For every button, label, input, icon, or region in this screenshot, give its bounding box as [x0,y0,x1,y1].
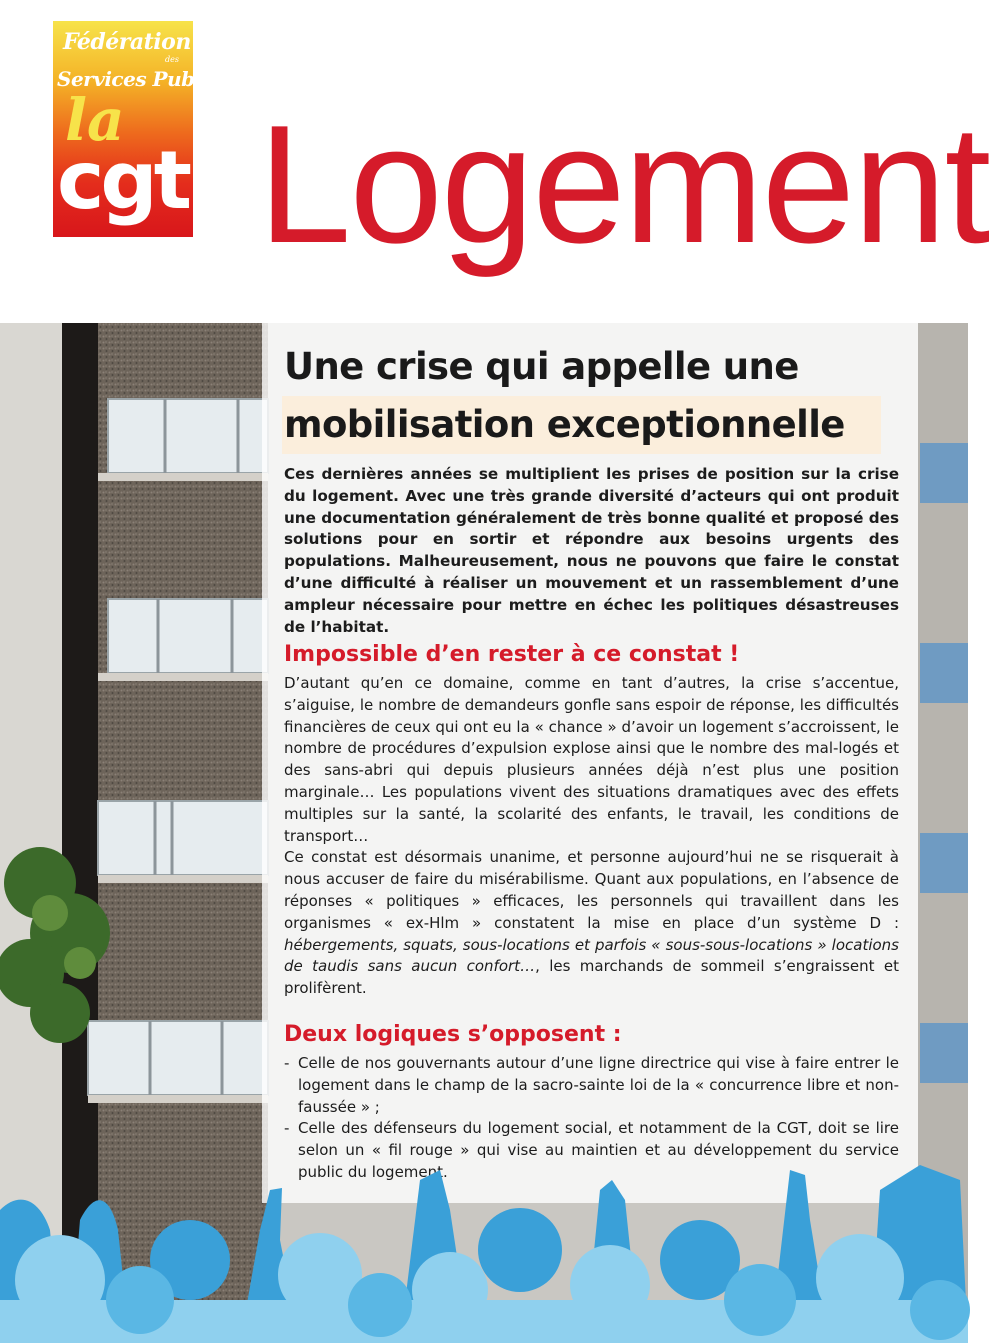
cgt-logo [53,21,232,237]
logo-federation: Fédération [63,29,191,55]
section1-paragraph1: D’autant qu’en ce domaine, comme en tant d’autres, la crise s’accentue, s’aiguise, le nombre de demandeurs gonfle sans espoir de réponse, les difficultés financières de ceux qui ont eu la « chance » d’avoir un logement s’accroissent, le nombre de procédures d’expulsion explose ainsi que le nombre des mal-logés et des sans-abri qui depuis plusieurs années déjà n’est plus une position marginale… Les populations vivent des situations dramatiques avec des effets multiples sur la santé, la scolarité des enfants, le travail, les conditions de transport… [284,674,899,845]
section1-paragraph2 [284,847,899,1000]
headline-line2: mobilisation exceptionnelle [282,396,881,454]
list-item: - Celle des défenseurs du logement social, et notamment de la CGT, doit se lire selon un « fil rouge » qui vise au maintien et au développement du service public du logement. [284,1119,899,1181]
section1-p2-end: , les marchands de sommeil s’engraissent et prolifèrent. [284,957,899,998]
logo-la: la [65,86,125,154]
headline-line1: Une crise qui appelle une [284,345,799,388]
logo-cgt: cgt [57,134,188,227]
section1-p2-start: Ce constat est désormais unanime, et personne aujourd’hui ne se risquerait à nous accuser de faire du misérabilisme. Quant aux populations, en l’absence de réponses « politiques » efficaces, les personnels qui travaillent dans les organismes « ex-Hlm » constatent la mise en place d’un système D : [284,848,899,932]
list-dash: - [284,1054,290,1072]
page-title: Logement [258,90,989,278]
logo-services-publics: Services Publics [57,67,232,91]
section2-heading: Deux logiques s’opposent : [284,1022,622,1047]
section1-p2-italic: hébergements, squats, sous-locations et parfois « sous-sous-locations » locations de taudis sans aucun confort… [284,935,899,976]
crowd-illustration [0,1150,968,1343]
intro-paragraph: Ces dernières années se multiplient les prises de position sur la crise du logement. Avec une très grande diversité d’acteurs qui ont produit une documentation généralement de très bonne qualité et proposé des solutions pour en sortir et répondre aux besoins urgents des populations. Malheureusement, nous ne pouvons que faire le constat d’une difficulté à réaliser un mouvement et un rassemblement d’une ampleur nécessaire pour mettre en échec les politiques désastreuses de l’habitat. [284,465,899,636]
list-item: - Celle de nos gouvernants autour d’une ligne directrice qui vise à faire entrer le logement dans le champ de la sacro-sainte loi de la « concurrence libre et non-faussée » ; [284,1054,899,1116]
logo-des: des [165,55,179,64]
section1-heading: Impossible d’en rester à ce constat ! [284,642,740,667]
section1-body [284,673,899,1000]
headline [284,338,904,454]
list-dash: - [284,1119,290,1138]
